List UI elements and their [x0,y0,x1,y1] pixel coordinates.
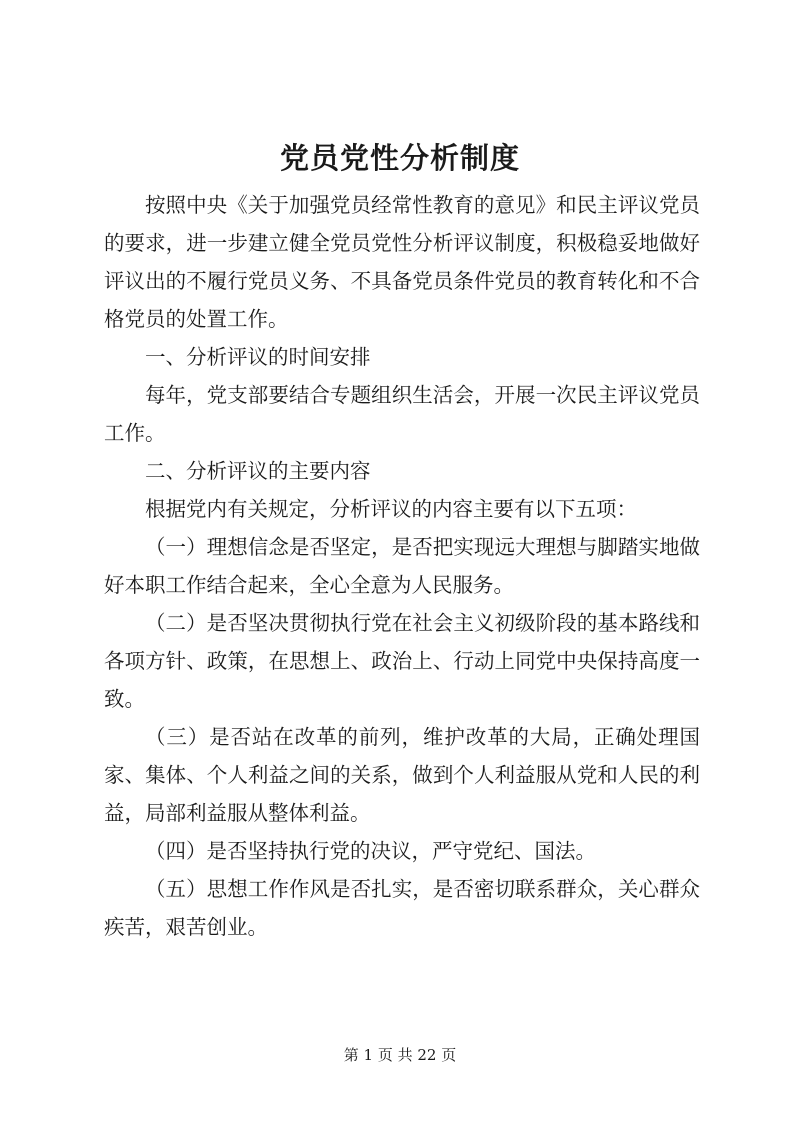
list-item-2: （二）是否坚决贯彻执行党在社会主义初级阶段的基本路线和各项方针、政策，在思想上、政治上、行动上同党中央保持高度一致。 [104,611,700,711]
section-heading-2: 二、分析评议的主要内容 [145,459,371,483]
paragraph-schedule: 每年，党支部要结合专题组织生活会，开展一次民主评议党员工作。 [104,383,700,445]
list-item-1: （一）理想信念是否坚定，是否把实现远大理想与脚踏实地做好本职工作结合起来，全心全意为人民服务。 [104,535,700,597]
document-title: 党员党性分析制度 [279,141,520,175]
list-item-5: （五）思想工作作风是否扎实，是否密切联系群众，关心群众疾苦，艰苦创业。 [104,877,700,939]
paragraph-intro: 按照中央《关于加强党员经常性教育的意见》和民主评议党员的要求，进一步建立健全党员党性分析评议制度，积极稳妥地做好评议出的不履行党员义务、不具备党员条件党员的教育转化和不合格党员的处置工作。 [104,193,700,331]
list-item-4: （四）是否坚持执行党的决议，严守党纪、国法。 [145,839,596,863]
paragraph-content-intro: 根据党内有关规定，分析评议的内容主要有以下五项： [145,497,637,521]
page-number-footer: 第 1 页 共 22 页 [343,1046,457,1064]
document-body [104,186,700,946]
list-item-3: （三）是否站在改革的前列，维护改革的大局，正确处理国家、集体、个人利益之间的关系，做到个人利益服从党和人民的利益，局部利益服从整体利益。 [104,725,700,825]
section-heading-1: 一、分析评议的时间安排 [145,345,371,369]
